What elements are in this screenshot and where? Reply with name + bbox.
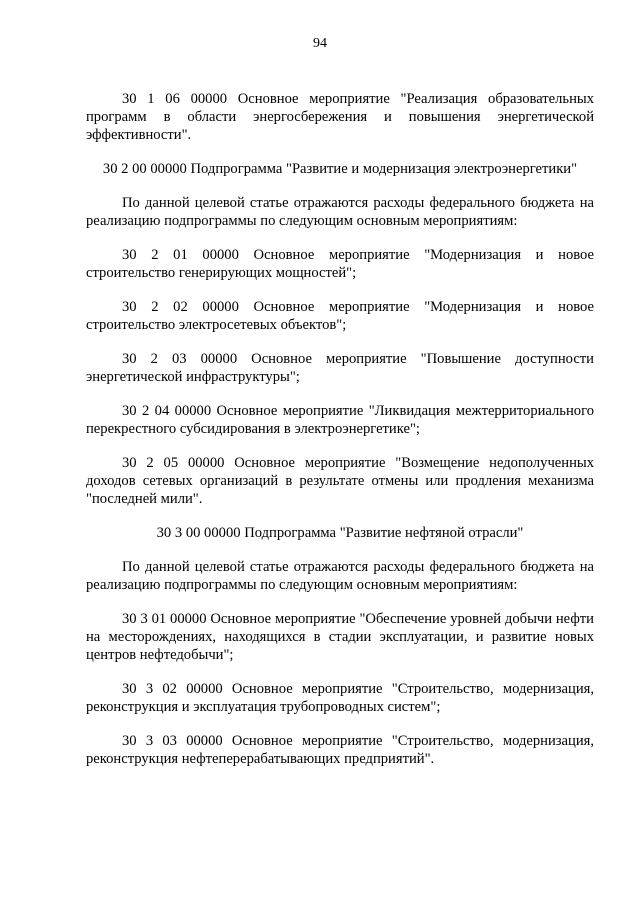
paragraph-30-2-05: 30 2 05 00000 Основное мероприятие "Возмещение недополученных доходов сетевых организаций в результате отмены или продления механизма "последней мили". <box>86 455 594 507</box>
heading-subprogram-30-3: 30 3 00 00000 Подпрограмма "Развитие нефтяной отрасли" <box>156 525 524 541</box>
page-number: 94 <box>313 36 327 51</box>
document-body <box>86 90 594 768</box>
paragraph-30-2-01: 30 2 01 00000 Основное мероприятие "Модернизация и новое строительство генерирующих мощностей"; <box>86 247 594 281</box>
paragraph-30-3-03: 30 3 03 00000 Основное мероприятие "Строительство, модернизация, реконструкция нефтеперерабатывающих предприятий". <box>86 733 594 767</box>
paragraph-30-1-06: 30 1 06 00000 Основное мероприятие "Реализация образовательных программ в области энергосбережения и повышения энергетической эффективности". <box>86 91 594 143</box>
paragraph-30-3-01: 30 3 01 00000 Основное мероприятие "Обеспечение уровней добычи нефти на месторождениях, находящихся в стадии эксплуатации, и развитие новых центров нефтедобычи"; <box>86 611 594 663</box>
paragraph-30-2-03: 30 2 03 00000 Основное мероприятие "Повышение доступности энергетической инфраструктуры"; <box>86 351 594 385</box>
heading-subprogram-30-2: 30 2 00 00000 Подпрограмма "Развитие и модернизация электроэнергетики" <box>102 161 578 177</box>
paragraph-intro-30-2: По данной целевой статье отражаются расходы федерального бюджета на реализацию подпрограммы по следующим основным мероприятиям: <box>86 195 594 229</box>
paragraph-30-2-02: 30 2 02 00000 Основное мероприятие "Модернизация и новое строительство электросетевых объектов"; <box>86 299 594 333</box>
paragraph-intro-30-3: По данной целевой статье отражаются расходы федерального бюджета на реализацию подпрограммы по следующим основным мероприятиям: <box>86 559 594 593</box>
paragraph-30-2-04: 30 2 04 00000 Основное мероприятие "Ликвидация межтерриториального перекрестного субсидирования в электроэнергетике"; <box>86 403 594 437</box>
paragraph-30-3-02: 30 3 02 00000 Основное мероприятие "Строительство, модернизация, реконструкция и эксплуатация трубопроводных систем"; <box>86 681 594 715</box>
